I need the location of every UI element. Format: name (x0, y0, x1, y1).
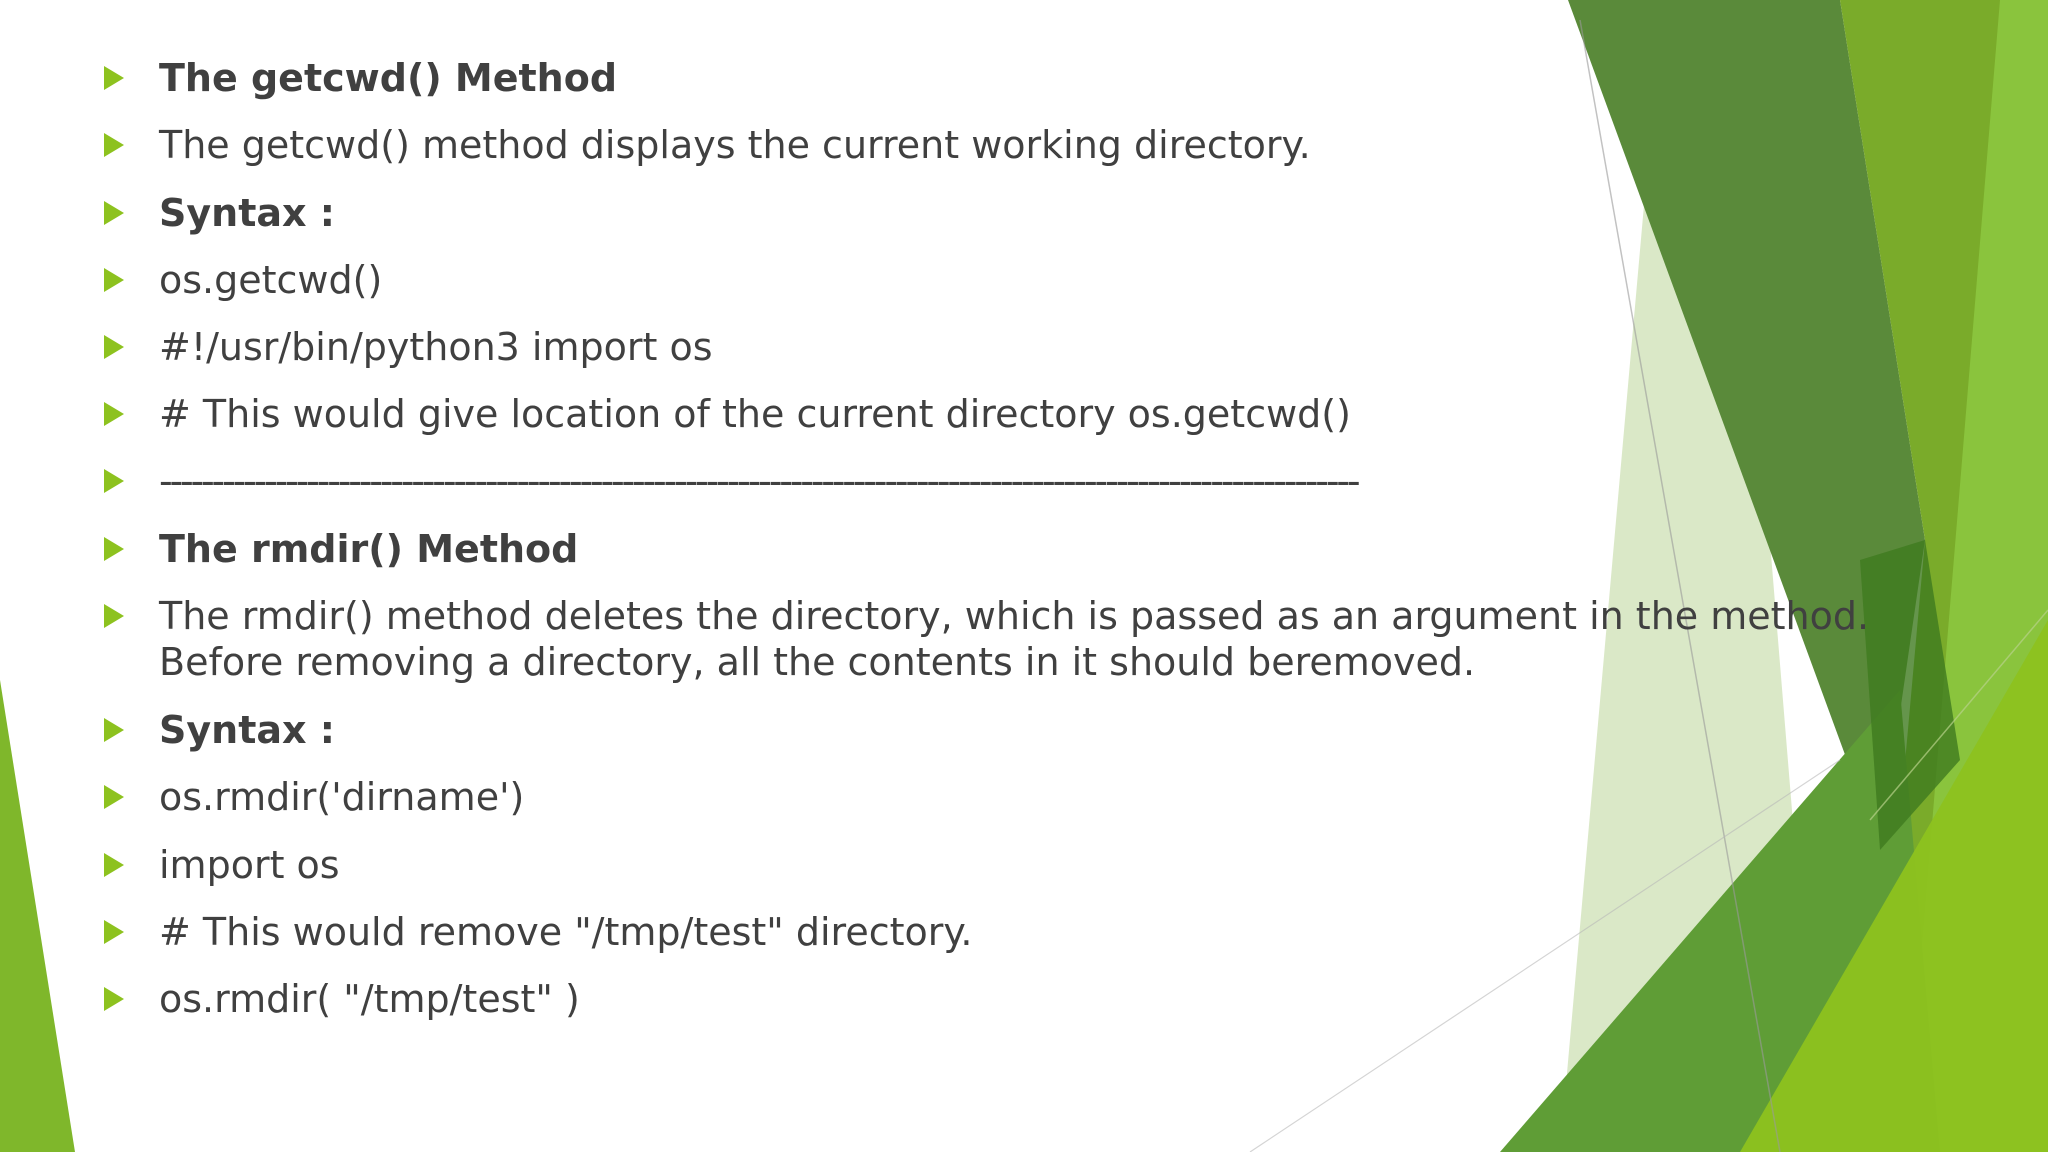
triangle-right-icon (104, 402, 124, 426)
triangle-right-icon (104, 987, 124, 1011)
triangle-right-icon (104, 718, 124, 742)
triangle-right-icon (104, 537, 124, 561)
syntax-heading: Syntax : (159, 708, 335, 752)
syntax-heading: Syntax : (159, 191, 335, 235)
bullet-text: The rmdir() method deletes the directory, which is passed as an argument in the method. (159, 594, 1870, 638)
code-line: #!/usr/bin/python3 import os (159, 325, 713, 369)
section-heading: The rmdir() Method (159, 527, 579, 571)
code-line: os.rmdir('dirname') (159, 775, 525, 819)
bullet-text: The getcwd() method displays the current working directory. (159, 123, 1311, 167)
bullet-text-continuation: Before removing a directory, all the contents in it should beremoved. (159, 640, 1476, 684)
code-line: # This would remove "/tmp/test" directory. (159, 910, 973, 954)
code-line: os.rmdir( "/tmp/test" ) (159, 977, 580, 1021)
triangle-right-icon (104, 66, 124, 90)
triangle-right-icon (104, 268, 124, 292)
section-heading: The getcwd() Method (159, 56, 618, 100)
triangle-right-icon (104, 335, 124, 359)
code-line: # This would give location of the current directory os.getcwd() (159, 392, 1351, 436)
triangle-right-icon (104, 201, 124, 225)
separator-line: ------------------------------------------------------------------------------------------------------------------ (159, 459, 1358, 503)
triangle-right-icon (104, 853, 124, 877)
code-line: os.getcwd() (159, 258, 383, 302)
code-line: import os (159, 843, 340, 887)
triangle-right-icon (104, 920, 124, 944)
triangle-right-icon (104, 469, 124, 493)
triangle-right-icon (104, 604, 124, 628)
triangle-right-icon (104, 133, 124, 157)
triangle-right-icon (104, 785, 124, 809)
